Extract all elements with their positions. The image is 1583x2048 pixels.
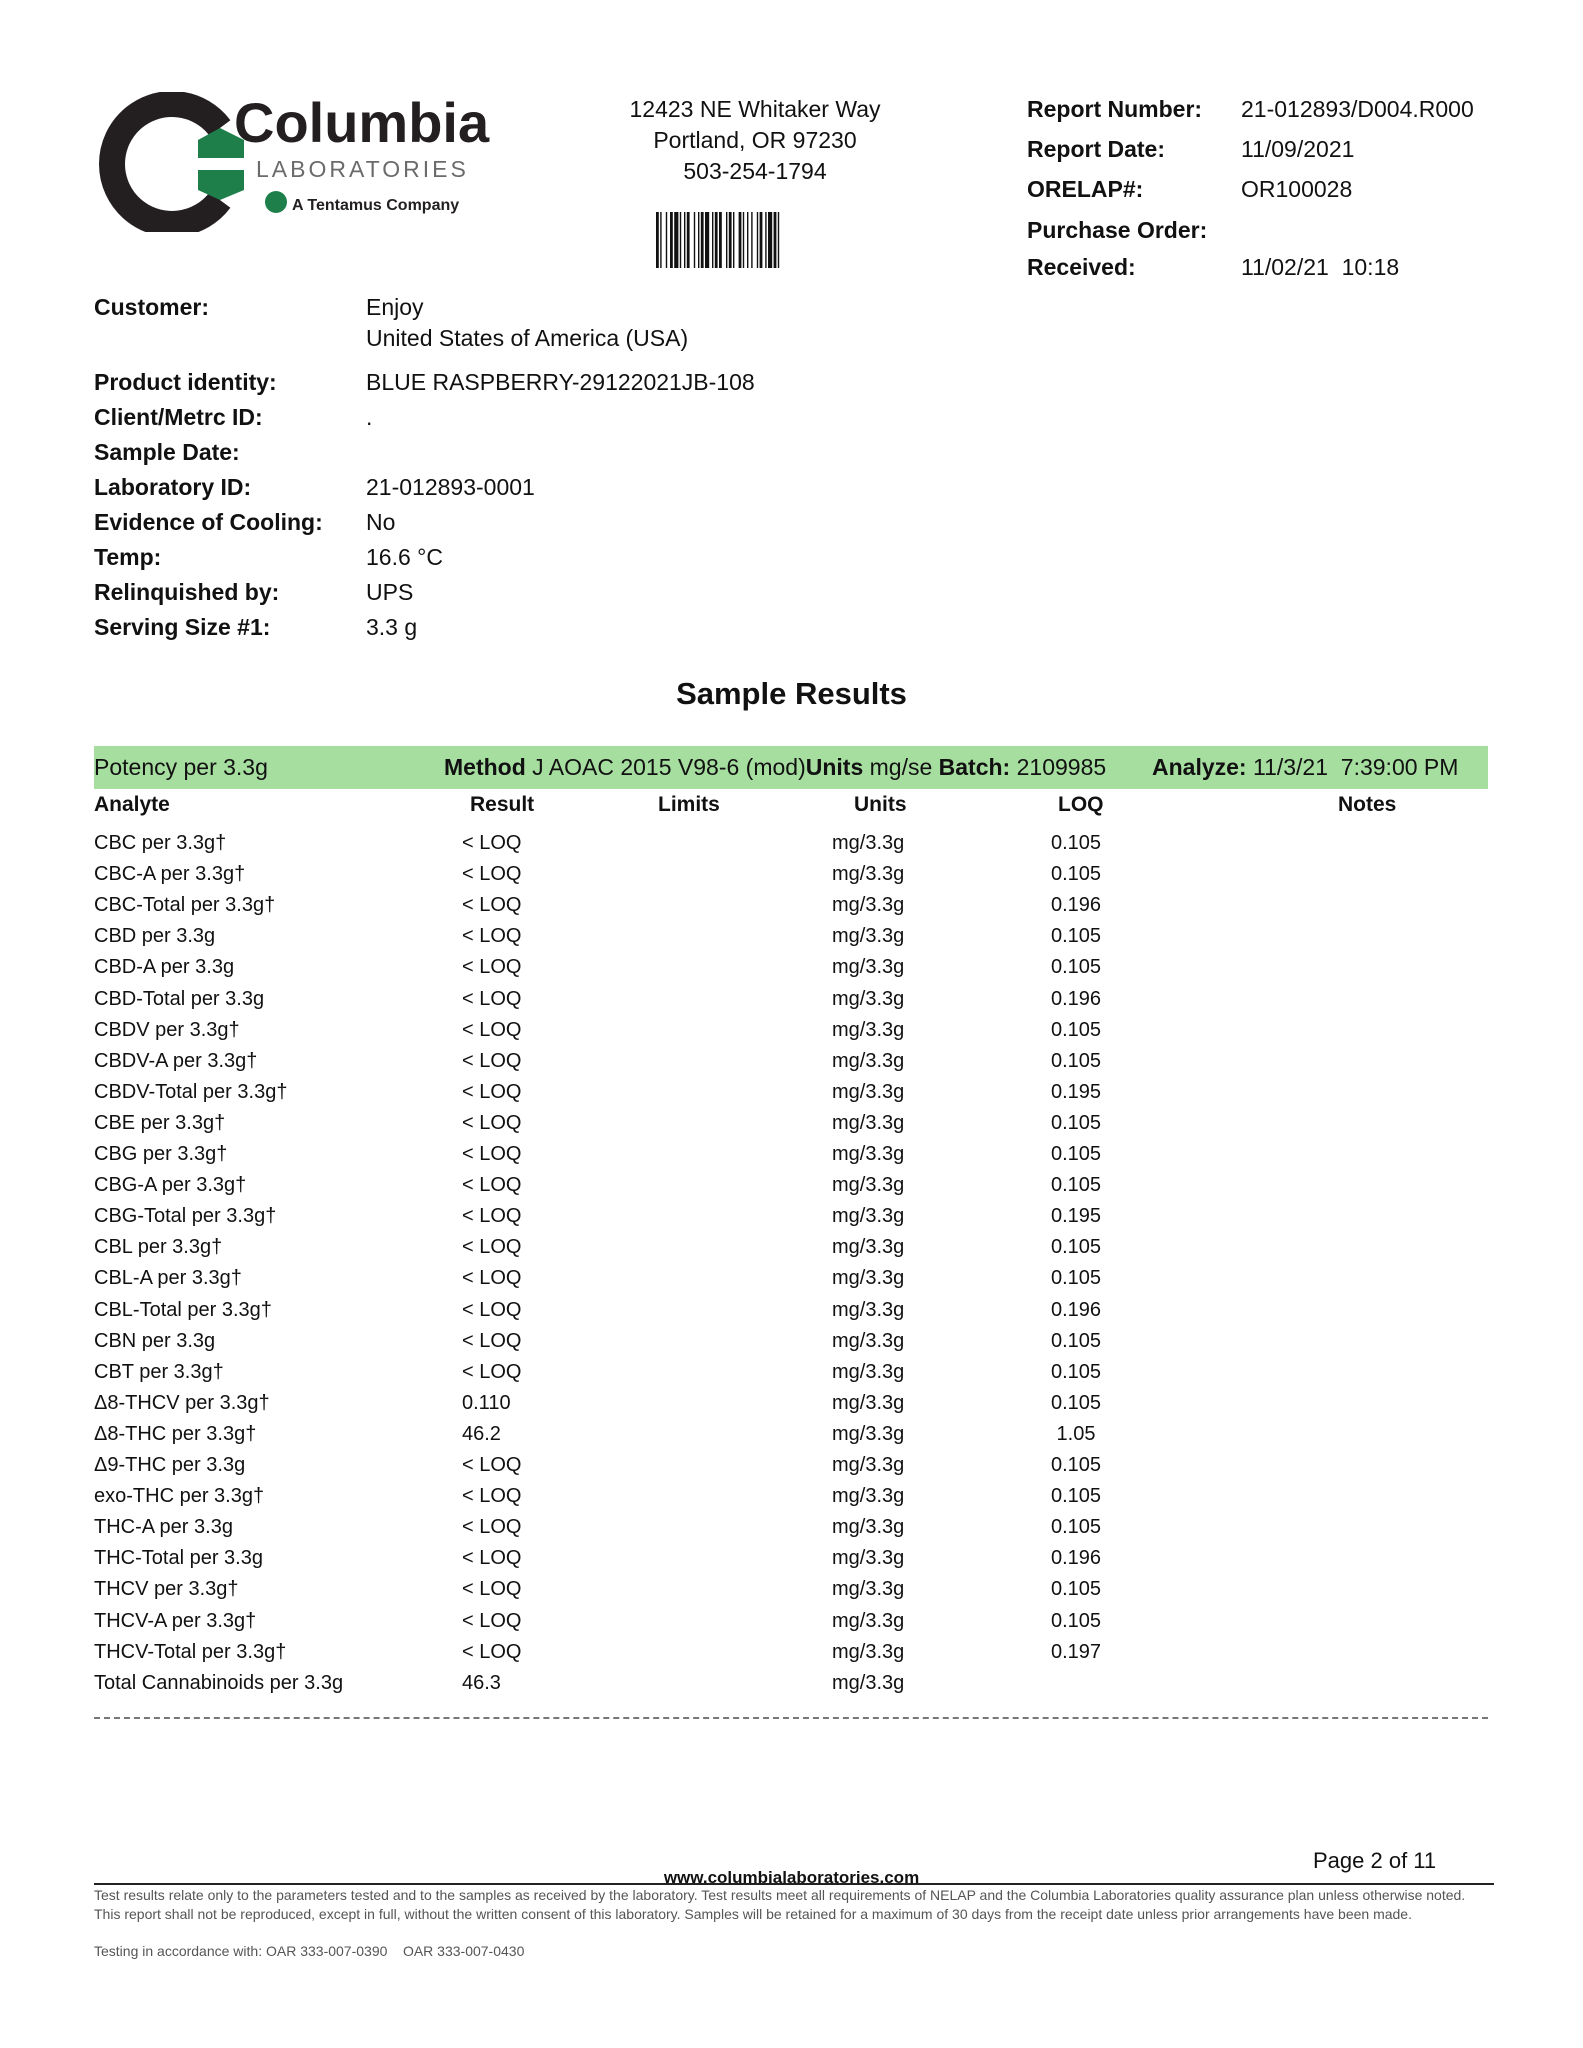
- column-header-loq: LOQ: [1058, 793, 1104, 816]
- report-date-label: Report Date:: [1027, 136, 1166, 162]
- result-cell: < LOQ: [462, 1641, 522, 1663]
- analyte-cell: CBG per 3.3g†: [94, 1143, 228, 1165]
- received-date: 11/02/21 10:18: [1241, 254, 1400, 280]
- units-cell: mg/3.3g: [832, 1454, 905, 1476]
- analyte-cell: Δ9-THC per 3.3g: [94, 1454, 246, 1476]
- analyte-cell: THCV per 3.3g†: [94, 1578, 239, 1600]
- laboratory-id-label: Laboratory ID:: [94, 474, 252, 500]
- result-cell: < LOQ: [462, 1299, 522, 1321]
- client-metrc-id-label: Client/Metrc ID:: [94, 404, 263, 430]
- website-link[interactable]: www.columbialaboratories.com: [663, 1868, 920, 1887]
- svg-text:A Tentamus Company: A Tentamus Company: [292, 197, 460, 214]
- purchase-order-label: Purchase Order:: [1027, 217, 1208, 243]
- result-cell: < LOQ: [462, 894, 522, 916]
- method-label: Method: [444, 754, 526, 780]
- units-label: Units: [805, 754, 864, 780]
- analyte-cell: THC-Total per 3.3g: [94, 1547, 263, 1569]
- loq-cell: 0.105: [1050, 1174, 1102, 1196]
- report-date: 11/09/2021: [1241, 136, 1355, 162]
- result-cell: < LOQ: [462, 1485, 522, 1507]
- result-cell: < LOQ: [462, 1143, 522, 1165]
- loq-cell: 0.197: [1050, 1641, 1102, 1663]
- loq-cell: 0.196: [1050, 1547, 1102, 1569]
- units-cell: mg/3.3g: [832, 1423, 905, 1445]
- table-end-divider: [94, 1717, 1488, 1719]
- sample-date-label: Sample Date:: [94, 439, 240, 465]
- report-number-label: Report Number:: [1027, 96, 1203, 122]
- temp: 16.6 °C: [366, 544, 443, 570]
- units-cell: mg/3.3g: [832, 832, 905, 854]
- laboratory-id: 21-012893-0001: [366, 474, 535, 500]
- product-identity-label: Product identity:: [94, 369, 277, 395]
- analyte-cell: CBDV-Total per 3.3g†: [94, 1081, 288, 1103]
- loq-cell: 0.105: [1050, 863, 1102, 885]
- analyte-cell: CBDV per 3.3g†: [94, 1019, 240, 1041]
- svg-text:Columbia: Columbia: [234, 92, 490, 154]
- result-cell: < LOQ: [462, 1019, 522, 1041]
- result-cell: < LOQ: [462, 1516, 522, 1538]
- units-cell: mg/3.3g: [832, 1672, 905, 1694]
- analyte-cell: CBG-Total per 3.3g†: [94, 1205, 277, 1227]
- loq-cell: 0.105: [1050, 1578, 1102, 1600]
- units-cell: mg/3.3g: [832, 1516, 905, 1538]
- units-cell: mg/3.3g: [832, 1361, 905, 1383]
- result-cell: < LOQ: [462, 988, 522, 1010]
- analyze-label: Analyze:: [1152, 754, 1247, 780]
- lab-phone: 503-254-1794: [683, 158, 827, 184]
- relinquished-by-label: Relinquished by:: [94, 579, 280, 605]
- analyte-cell: Δ8-THC per 3.3g†: [94, 1423, 257, 1445]
- result-cell: < LOQ: [462, 1205, 522, 1227]
- analyze-value: 11/3/21 7:39:00 PM: [1252, 754, 1459, 780]
- result-cell: < LOQ: [462, 1081, 522, 1103]
- loq-cell: 0.105: [1050, 1267, 1102, 1289]
- batch-label: Batch:: [938, 754, 1011, 780]
- loq-cell: 0.195: [1050, 1205, 1102, 1227]
- analyte-cell: CBL-Total per 3.3g†: [94, 1299, 272, 1321]
- loq-cell: 0.105: [1050, 1516, 1102, 1538]
- columbia-laboratories-logo: [94, 92, 504, 232]
- units-cell: mg/3.3g: [832, 1330, 905, 1352]
- analyte-cell: Total Cannabinoids per 3.3g: [94, 1672, 344, 1694]
- result-cell: < LOQ: [462, 1361, 522, 1383]
- units-cell: mg/3.3g: [832, 1081, 905, 1103]
- analyte-cell: THC-A per 3.3g: [94, 1516, 233, 1538]
- result-cell: < LOQ: [462, 956, 522, 978]
- analyte-cell: CBC-Total per 3.3g†: [94, 894, 276, 916]
- received-label: Received:: [1027, 254, 1136, 280]
- serving-size-label: Serving Size #1:: [94, 614, 271, 640]
- result-cell: < LOQ: [462, 1050, 522, 1072]
- barcode: [654, 212, 830, 268]
- loq-cell: 0.105: [1050, 1019, 1102, 1041]
- units-cell: mg/3.3g: [832, 1019, 905, 1041]
- batch-value: 2109985: [1016, 754, 1107, 780]
- page-number: Page 2 of 11: [1313, 1848, 1437, 1873]
- result-cell: < LOQ: [462, 1578, 522, 1600]
- loq-cell: 0.105: [1050, 1236, 1102, 1258]
- analyte-cell: CBD-A per 3.3g: [94, 956, 235, 978]
- units-cell: mg/3.3g: [832, 1610, 905, 1632]
- loq-cell: 0.105: [1050, 1454, 1102, 1476]
- units-cell: mg/3.3g: [832, 863, 905, 885]
- analyte-cell: CBN per 3.3g: [94, 1330, 216, 1352]
- units-cell: mg/3.3g: [832, 1174, 905, 1196]
- evidence-of-cooling: No: [366, 509, 396, 535]
- lab-city: Portland, OR 97230: [653, 127, 857, 153]
- evidence-of-cooling-label: Evidence of Cooling:: [94, 509, 323, 535]
- units-cell: mg/3.3g: [832, 1236, 905, 1258]
- customer-name: Enjoy: [366, 294, 424, 320]
- analyte-cell: exo-THC per 3.3g†: [94, 1485, 265, 1507]
- loq-cell: 0.195: [1050, 1081, 1102, 1103]
- client-metrc-id: .: [366, 404, 373, 430]
- potency-title: Potency per 3.3g: [94, 754, 268, 780]
- relinquished-by: UPS: [366, 579, 414, 605]
- loq-cell: 0.105: [1050, 1112, 1102, 1134]
- customer-country: United States of America (USA): [366, 325, 689, 351]
- result-cell: < LOQ: [462, 1112, 522, 1134]
- analyte-cell: CBDV-A per 3.3g†: [94, 1050, 258, 1072]
- loq-cell: 0.105: [1050, 1485, 1102, 1507]
- analyte-cell: CBC-A per 3.3g†: [94, 863, 246, 885]
- method-group: [444, 754, 1106, 781]
- result-cell: < LOQ: [462, 1454, 522, 1476]
- loq-cell: 0.105: [1050, 956, 1102, 978]
- units-cell: mg/3.3g: [832, 1267, 905, 1289]
- loq-cell: 1.05: [1056, 1423, 1096, 1445]
- analyte-cell: CBT per 3.3g†: [94, 1361, 224, 1383]
- analyte-cell: CBL-A per 3.3g†: [94, 1267, 242, 1289]
- barcode-icon: [654, 212, 830, 268]
- loq-cell: 0.105: [1050, 1610, 1102, 1632]
- units-cell: mg/3.3g: [832, 988, 905, 1010]
- units-cell: mg/3.3g: [832, 1578, 905, 1600]
- result-cell: 0.110: [462, 1392, 511, 1414]
- column-header-limits: Limits: [658, 793, 720, 816]
- customer-label: Customer:: [94, 294, 210, 320]
- loq-cell: 0.105: [1050, 832, 1102, 854]
- report-number: 21-012893/D004.R000: [1241, 96, 1474, 122]
- analyte-cell: CBG-A per 3.3g†: [94, 1174, 247, 1196]
- result-cell: < LOQ: [462, 1547, 522, 1569]
- units-cell: mg/3.3g: [832, 1485, 905, 1507]
- loq-cell: 0.105: [1050, 1050, 1102, 1072]
- loq-cell: 0.105: [1050, 1392, 1102, 1414]
- loq-cell: 0.196: [1050, 988, 1102, 1010]
- analyte-cell: THCV-Total per 3.3g†: [94, 1641, 287, 1663]
- units-cell: mg/3.3g: [832, 894, 905, 916]
- result-cell: < LOQ: [462, 1330, 522, 1352]
- analyte-cell: CBD-Total per 3.3g: [94, 988, 265, 1010]
- units-cell: mg/3.3g: [832, 1299, 905, 1321]
- result-cell: < LOQ: [462, 832, 522, 854]
- result-cell: < LOQ: [462, 1174, 522, 1196]
- analyze-group: [1152, 754, 1458, 781]
- section-title: Sample Results: [676, 676, 907, 711]
- loq-cell: 0.196: [1050, 894, 1102, 916]
- analyte-cell: THCV-A per 3.3g†: [94, 1610, 257, 1632]
- logo-mark-icon: [94, 92, 504, 232]
- method-value: J AOAC 2015 V98-6 (mod): [532, 754, 806, 780]
- result-cell: < LOQ: [462, 925, 522, 947]
- units-cell: mg/3.3g: [832, 1050, 905, 1072]
- loq-cell: 0.196: [1050, 1299, 1102, 1321]
- analyte-cell: CBC per 3.3g†: [94, 832, 227, 854]
- analyte-cell: CBE per 3.3g†: [94, 1112, 226, 1134]
- units-cell: mg/3.3g: [832, 1641, 905, 1663]
- lab-street: 12423 NE Whitaker Way: [629, 96, 881, 122]
- units-cell: mg/3.3g: [832, 1112, 905, 1134]
- result-cell: < LOQ: [462, 1267, 522, 1289]
- analyte-cell: CBL per 3.3g†: [94, 1236, 223, 1258]
- analyte-cell: CBD per 3.3g: [94, 925, 216, 947]
- units-cell: mg/3.3g: [832, 1547, 905, 1569]
- result-cell: 46.3: [462, 1672, 501, 1694]
- svg-text:LABORATORIES: LABORATORIES: [256, 156, 469, 182]
- loq-cell: 0.105: [1050, 925, 1102, 947]
- units-cell: mg/3.3g: [832, 1392, 905, 1414]
- result-cell: < LOQ: [462, 1236, 522, 1258]
- result-cell: < LOQ: [462, 1610, 522, 1632]
- column-header-result: Result: [470, 793, 535, 816]
- serving-size: 3.3 g: [366, 614, 418, 640]
- temp-label: Temp:: [94, 544, 162, 570]
- column-header-units: Units: [854, 793, 907, 816]
- result-cell: < LOQ: [462, 863, 522, 885]
- units-value: mg/se: [869, 754, 933, 780]
- testing-standards: Testing in accordance with: OAR 333-007-0390 OAR 333-007-0430: [94, 1943, 525, 1959]
- result-cell: 46.2: [462, 1423, 501, 1445]
- footer-divider: [94, 1883, 1494, 1885]
- loq-cell: 0.105: [1050, 1361, 1102, 1383]
- units-cell: mg/3.3g: [832, 1205, 905, 1227]
- column-header-analyte: Analyte: [94, 793, 170, 816]
- loq-cell: 0.105: [1050, 1330, 1102, 1352]
- units-cell: mg/3.3g: [832, 925, 905, 947]
- units-cell: mg/3.3g: [832, 1143, 905, 1165]
- column-header-notes: Notes: [1338, 793, 1397, 816]
- analyte-cell: Δ8-THCV per 3.3g†: [94, 1392, 270, 1414]
- orelap-number: OR100028: [1241, 176, 1353, 202]
- product-identity: BLUE RASPBERRY-29122021JB-108: [366, 369, 755, 395]
- units-cell: mg/3.3g: [832, 956, 905, 978]
- loq-cell: 0.105: [1050, 1143, 1102, 1165]
- footer-disclaimer: Test results relate only to the parameters tested and to the samples as received by the laboratory. Test results meet all requirements of NELAP and the Columbia Laboratories quality assurance plan unless otherwise noted. This report shall not be reproduced, except in full, without the written consent of this laboratory. Samples will be retained for a maximum of 30 days from the receipt date unless prior arrangements have been made.: [94, 1887, 1466, 1922]
- orelap-label: ORELAP#:: [1027, 176, 1144, 202]
